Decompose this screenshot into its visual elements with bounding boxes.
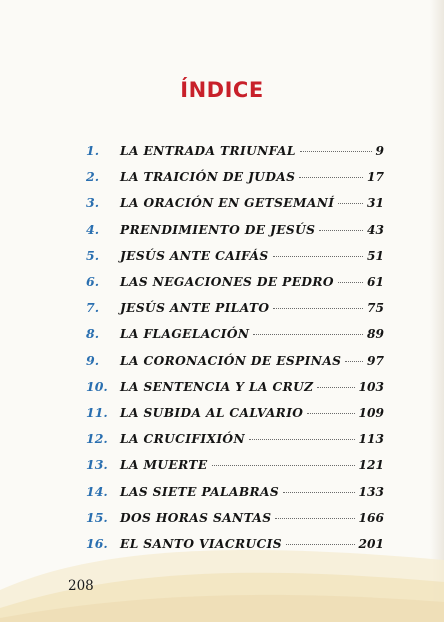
dot-leader [319,230,363,231]
toc-entry-line [120,428,384,450]
dot-leader [286,544,355,545]
toc-entry-line [120,376,384,398]
dot-leader [338,203,363,204]
toc-entry-page: 51 [367,248,384,263]
toc-entry-title: LA FLAGELACIÓN [120,327,250,342]
toc-entry [0,507,444,529]
toc-entry-number: 12. [86,431,108,447]
toc-entry-line [120,402,384,424]
dot-leader [307,413,354,414]
toc-entry-page: 133 [358,484,384,499]
toc-entry-page: 113 [358,432,384,447]
toc-entry-line [120,166,384,188]
toc-entry-title: LAS NEGACIONES DE PEDRO [120,275,334,289]
toc-entry-line [120,271,384,293]
toc-entry-page: 17 [367,170,384,185]
dot-leader [283,492,354,493]
toc-entry-number: 9. [86,352,100,368]
page-number: 208 [68,578,94,594]
toc-entry [0,192,444,214]
toc-entry [0,245,444,267]
toc-entry-line [120,219,384,241]
toc-entry-page: 9 [375,144,384,158]
toc-entry-title: LA SUBIDA AL CALVARIO [120,406,304,420]
toc-entry-line [120,140,384,162]
dot-leader [253,334,363,335]
toc-entry-number: 11. [86,405,108,420]
toc-entry-number: 14. [86,483,108,499]
toc-entry-line [120,297,384,319]
toc-entry [0,271,444,293]
toc-entry-page: 201 [358,537,384,551]
toc-entry-page: 109 [358,406,384,420]
toc-entry-line [120,454,384,476]
toc-entry-number: 10. [86,378,108,394]
dot-leader [273,308,363,309]
page-title: ÍNDICE [180,78,264,102]
dot-leader [212,465,355,466]
toc-entry-line [120,481,384,503]
dot-leader [345,361,363,362]
dot-leader [275,518,354,519]
dot-leader [317,387,354,388]
toc-entry-title: LAS SIETE PALABRAS [120,484,280,499]
toc-entry [0,219,444,241]
toc-entry [0,428,444,450]
toc-entry-title: LA MUERTE [120,458,208,473]
toc-entry-title: LA SENTENCIA Y LA CRUZ [120,379,314,394]
toc-entry-line [120,323,384,345]
toc-entry-page: 103 [358,379,384,394]
toc-entry-number: 13. [86,457,108,473]
toc-entry-line [120,533,384,555]
toc-entry [0,323,444,345]
toc-entry-number: 7. [86,300,100,316]
toc-entry [0,166,444,188]
toc-entry-number: 3. [86,195,100,211]
toc-entry-number: 8. [86,326,100,342]
toc-entry-page: 61 [367,275,384,289]
toc-entry [0,350,444,372]
toc-entry-title: JESÚS ANTE PILATO [120,301,270,316]
toc-entry [0,533,444,555]
toc-entry-page: 166 [358,510,384,525]
toc-entry-number: 2. [86,169,100,185]
toc-entry-page: 89 [367,327,384,342]
toc-entry-title: LA CRUCIFIXIÓN [120,432,245,447]
toc-entry-number: 6. [86,274,100,289]
toc-entry-number: 1. [86,143,100,158]
toc-entry-page: 97 [367,353,384,368]
toc-entry-page: 75 [367,301,384,316]
toc-entry-page: 121 [358,458,384,473]
toc-entry-number: 15. [86,509,108,525]
toc-entry [0,376,444,398]
toc-entry-number: 4. [86,221,100,237]
toc-entry-line [120,350,384,372]
toc-entry-title: PRENDIMIENTO DE JESÚS [120,222,316,237]
dot-leader [273,256,363,257]
toc-entry [0,481,444,503]
toc-entry-page: 31 [367,196,384,211]
toc-entry-title: LA ENTRADA TRIUNFAL [120,144,296,158]
dot-leader [249,439,355,440]
toc-entry-line [120,245,384,267]
toc-entry [0,140,444,162]
toc-entry-title: DOS HORAS SANTAS [120,510,272,525]
toc-entry-line [120,507,384,529]
toc-entry [0,402,444,424]
dot-leader [338,282,363,283]
toc-entry-title: EL SANTO VIACRUCIS [120,537,282,551]
toc-entry-title: LA CORONACIÓN DE ESPINAS [120,353,342,368]
toc-entry-title: JESÚS ANTE CAIFÁS [120,248,269,263]
toc-entry [0,297,444,319]
dot-leader [299,177,363,178]
toc-entry-title: LA TRAICIÓN DE JUDAS [120,170,296,185]
dot-leader [300,151,372,152]
toc-entry-page: 43 [367,222,384,237]
toc-entry-number: 5. [86,247,100,263]
toc-entry-line [120,192,384,214]
toc-entry-number: 16. [86,536,108,551]
toc-entry-title: LA ORACIÓN EN GETSEMANÍ [120,196,335,211]
toc-entry [0,454,444,476]
